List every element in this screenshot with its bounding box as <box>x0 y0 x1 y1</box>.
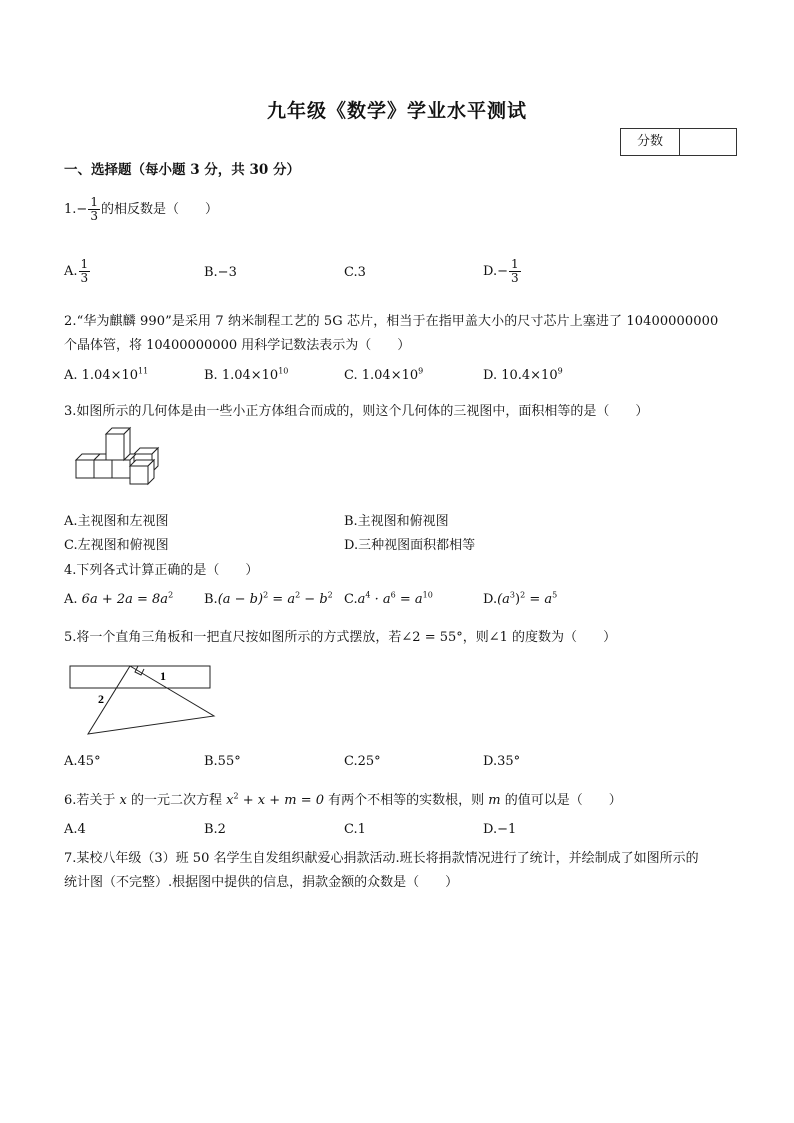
q6-eq-rest: + x + m = 0 <box>238 793 324 808</box>
q2-a-exp: 11 <box>138 366 149 376</box>
score-value-field[interactable] <box>680 129 736 155</box>
ruler <box>70 666 210 688</box>
q6-eq-exp: 2 <box>233 791 239 801</box>
q4-option-d[interactable] <box>483 592 557 607</box>
cube-bottom-4 <box>130 460 154 484</box>
q1-option-a[interactable] <box>64 258 91 285</box>
q6-var-m: m <box>488 793 501 808</box>
q5-ruler-triangle-figure <box>68 660 218 738</box>
q2-option-b[interactable] <box>204 368 288 383</box>
q7-line-2: 统计图（不完整）.根据图中提供的信息，捐款金额的众数是（ ） <box>64 875 459 890</box>
q2-c-exp: 9 <box>418 366 424 376</box>
q4-c-label: C. <box>344 592 358 607</box>
q2-option-c[interactable] <box>344 368 423 383</box>
q5-option-b[interactable]: B.55° <box>204 754 241 769</box>
q4-d-exp2: 2 <box>520 590 526 600</box>
q4-a-expr: 6a + 2a = 8a <box>81 592 169 607</box>
q1-fraction <box>88 196 100 223</box>
q4-d-exp3: 5 <box>552 590 558 600</box>
q4-d-expr: (a <box>497 592 510 607</box>
q5-option-d[interactable]: D.35° <box>483 754 521 769</box>
q1-number: 1. <box>64 202 77 217</box>
q4-option-a[interactable] <box>64 592 173 607</box>
q3-cube-figure <box>72 426 182 496</box>
q6-text <box>64 789 622 808</box>
q7-line-1: 7.某校八年级（3）班 50 名学生自发组织献爱心捐款活动.班长将捐款情况进行了统计，并绘制成了如图所示的 <box>64 851 699 866</box>
q1-option-b[interactable]: B.−3 <box>204 265 237 280</box>
q4-b-label: B. <box>204 592 218 607</box>
q2-d-exp: 9 <box>557 366 563 376</box>
q5-option-c[interactable]: C.25° <box>344 754 381 769</box>
q1-frac-num: 1 <box>90 195 98 209</box>
q2-line-1: 2.“华为麒麟 990”是采用 7 纳米制程工艺的 5G 芯片，相当于在指甲盖大小的尺寸芯片上塞进了 10400000000 <box>64 314 719 329</box>
q4-b-expr: (a − b) <box>217 592 264 607</box>
q3-option-d[interactable]: D.三种视图面积都相等 <box>344 538 476 553</box>
q2-d-base: D. 10.4×10 <box>483 368 558 383</box>
q3-option-a[interactable]: A.主视图和左视图 <box>64 514 169 529</box>
q6-option-b[interactable]: B.2 <box>204 822 226 837</box>
question-1 <box>64 196 218 223</box>
q6-pre: 6.若关于 <box>64 793 120 808</box>
q6-option-d[interactable]: D.−1 <box>483 822 517 837</box>
q1-d-num: 1 <box>510 257 519 271</box>
q6-post: 有两个不相等的实数根，则 <box>324 793 489 808</box>
q4-b-tail: − b <box>300 592 328 607</box>
section-heading: 一、选择题（每小题 3 分，共 30 分） <box>64 162 300 178</box>
score-label: 分数 <box>621 129 680 155</box>
q4-b-rest-exp: 2 <box>295 590 301 600</box>
q2-option-d[interactable] <box>483 368 563 383</box>
q1-d-label: D.− <box>483 264 508 279</box>
q4-b-rest: = a <box>268 592 296 607</box>
q4-d-exp1: 3 <box>509 590 516 600</box>
q2-line-2: 个晶体管，将 10400000000 用科学记数法表示为（ ） <box>64 338 411 353</box>
q6-option-a[interactable]: A.4 <box>64 822 86 837</box>
q4-a-exp: 2 <box>168 590 174 600</box>
q4-d-eq: = a <box>525 592 553 607</box>
q5-option-a[interactable]: A.45° <box>64 754 101 769</box>
q5-text: 5.将一个直角三角板和一把直尺按如图所示的方式摆放，若∠2 = 55°，则∠1 的度数为（ ） <box>64 630 617 645</box>
q4-d-close: ) <box>515 592 521 607</box>
q4-c-exp1: 4 <box>365 590 371 600</box>
q4-b-exp: 2 <box>263 590 269 600</box>
q2-option-a[interactable] <box>64 368 148 383</box>
q4-c-eq: = a <box>395 592 423 607</box>
q4-text: 4.下列各式计算正确的是（ ） <box>64 563 259 578</box>
page-title: 九年级《数学》学业水平测试 <box>266 100 527 122</box>
q1-a-den: 3 <box>80 271 89 285</box>
q2-b-exp: 10 <box>278 366 289 376</box>
q4-option-b[interactable] <box>204 592 333 607</box>
q1-a-label: A. <box>64 264 78 279</box>
q4-b-tail-exp: 2 <box>327 590 333 600</box>
q4-c-mid: · a <box>370 592 391 607</box>
q1-a-fraction <box>79 258 91 285</box>
angle-2-label: 2 <box>98 692 104 706</box>
q4-option-c[interactable] <box>344 592 433 607</box>
q4-d-label: D. <box>483 592 498 607</box>
q3-option-c[interactable]: C.左视图和俯视图 <box>64 538 169 553</box>
q1-minus: − <box>76 202 88 217</box>
q1-text: 的相反数是（ ） <box>100 202 218 217</box>
q1-option-d[interactable] <box>483 258 522 285</box>
q6-tail: 的值可以是（ ） <box>500 793 622 808</box>
q6-eq-x: x <box>226 793 234 808</box>
q3-text: 3.如图所示的几何体是由一些小正方体组合而成的，则这个几何体的三视图中，面积相等的是（ ） <box>64 404 649 419</box>
q3-option-b[interactable]: B.主视图和俯视图 <box>344 514 449 529</box>
q1-d-den: 3 <box>510 271 519 285</box>
score-box <box>620 128 737 156</box>
q1-frac-den: 3 <box>90 209 98 223</box>
angle-1-label: 1 <box>160 669 166 683</box>
q1-a-num: 1 <box>80 257 89 271</box>
q1-d-fraction <box>509 258 521 285</box>
q2-c-base: C. 1.04×10 <box>344 368 419 383</box>
q4-c-exp2: 6 <box>390 590 396 600</box>
q2-b-base: B. 1.04×10 <box>204 368 279 383</box>
cube-top <box>106 428 130 460</box>
q2-a-base: A. 1.04×10 <box>64 368 139 383</box>
q4-c-exp3: 10 <box>422 590 433 600</box>
triangle <box>88 666 214 734</box>
q6-option-c[interactable]: C.1 <box>344 822 366 837</box>
q4-a-label: A. <box>64 592 78 607</box>
q6-var-x: x <box>119 793 127 808</box>
q4-c-expr: a <box>357 592 366 607</box>
q1-option-c[interactable]: C.3 <box>344 265 366 280</box>
q6-mid: 的一元二次方程 <box>126 793 227 808</box>
